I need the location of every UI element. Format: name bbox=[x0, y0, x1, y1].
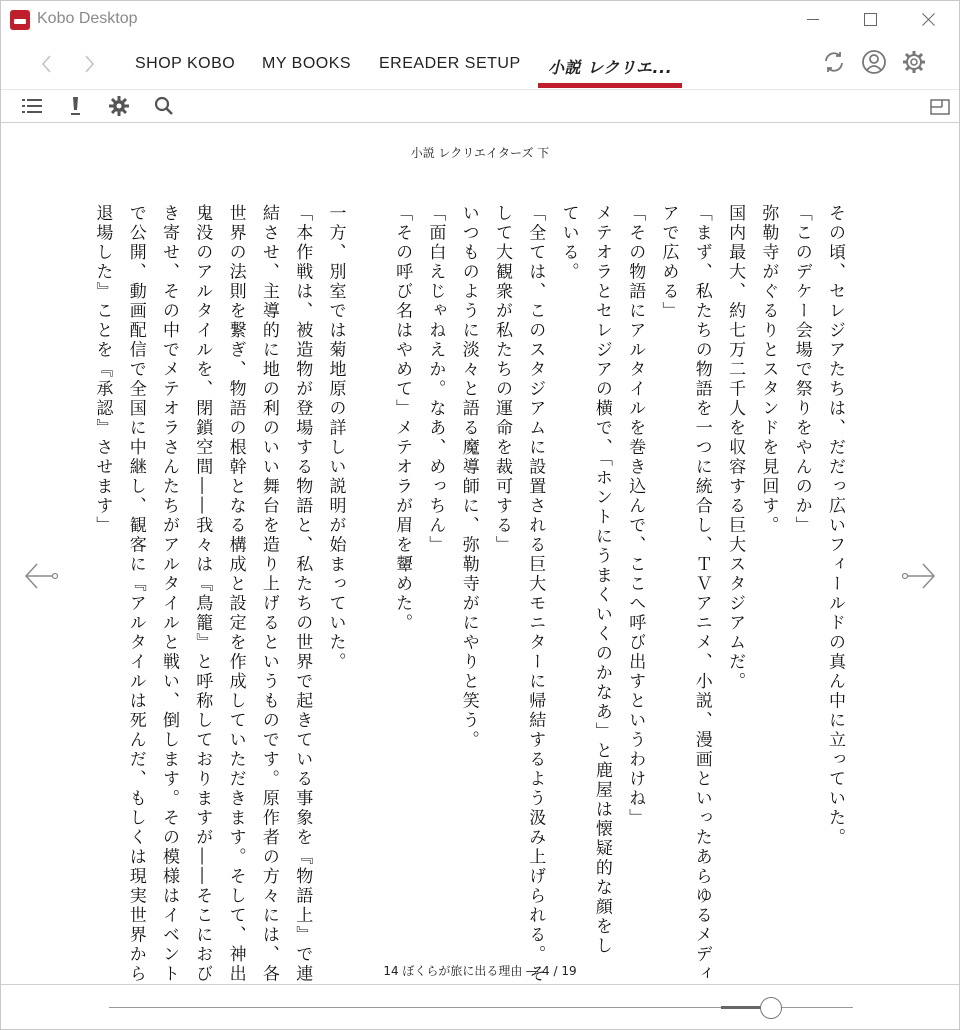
text-column: いつものように淡々と語る魔導師に、弥勒寺がにやりと笑う。 bbox=[458, 204, 479, 750]
title-bar bbox=[1, 1, 959, 39]
text-column: 「まず、私たちの物語を一つに統合し、ＴＶアニメ、小説、漫画といったあらゆるメディ bbox=[691, 204, 712, 984]
text-column: で公開、動画配信で全国に中継し、観客に『アルタイルは死んだ、もしくは現実世界から bbox=[125, 204, 146, 984]
text-column: 鬼没のアルタイルを、閉鎖空間――我々は『鳥籠』と呼称しておりますが――そこにおび bbox=[192, 204, 213, 984]
text-column: 「全ては、このスタジアムに設置される巨大モニターに帰結するよう汲み上げられる。そ bbox=[525, 204, 546, 984]
text-column: 世界の法則を繋ぎ、物語の根幹となる構成と設定を作成していただきます。そして、神出 bbox=[225, 204, 246, 984]
text-column: アで広める」 bbox=[658, 204, 679, 321]
text-column: 弥勒寺がぐるりとスタンドを見回す。 bbox=[758, 204, 779, 536]
window-title: Kobo Desktop bbox=[37, 10, 138, 27]
progress-slider-thumb[interactable] bbox=[760, 997, 782, 1019]
text-column: 「その呼び名はやめて」メテオラが眉を顰めた。 bbox=[392, 204, 413, 633]
tab-shop-kobo[interactable]: SHOP KOBO bbox=[135, 55, 236, 72]
table-of-contents-icon[interactable] bbox=[21, 95, 43, 117]
active-tab-indicator bbox=[538, 83, 682, 88]
text-column: 「面白えじゃねえか。なあ、めっちん」 bbox=[425, 204, 446, 555]
chapter-footer: 14 ぼくらが旅に出る理由 ― 4 / 19 bbox=[383, 964, 577, 978]
text-column: 国内最大、約七万二千人を収容する巨大スタジアムだ。 bbox=[725, 204, 746, 692]
account-icon[interactable] bbox=[861, 49, 887, 75]
text-column: 「その物語にアルタイルを巻き込んで、ここへ呼び出すというわけね」 bbox=[625, 204, 646, 828]
text-column: 退場した』ことを『承認』させます」 bbox=[92, 204, 113, 536]
forward-arrow-icon[interactable] bbox=[79, 52, 99, 76]
text-column: して大観衆が私たちの運命を裁可する」 bbox=[492, 204, 512, 555]
page-text bbox=[92, 204, 849, 1004]
tab-ereader-setup[interactable]: EREADER SETUP bbox=[379, 55, 521, 72]
text-column: 結させ、主導的に地の利のいい舞台を造り上げるというものです。原作者の方々には、各 bbox=[258, 204, 279, 984]
settings-gear-icon[interactable] bbox=[901, 49, 927, 75]
minimize-icon[interactable] bbox=[793, 7, 833, 33]
maximize-icon[interactable] bbox=[851, 7, 891, 33]
reading-pane[interactable] bbox=[1, 122, 959, 984]
annotation-icon[interactable] bbox=[64, 95, 86, 117]
sync-icon[interactable] bbox=[821, 49, 847, 75]
back-arrow-icon[interactable] bbox=[37, 52, 57, 76]
reading-settings-icon[interactable] bbox=[108, 95, 130, 117]
previous-page-icon[interactable] bbox=[23, 560, 59, 592]
running-head: 小説 レクリエイターズ 下 bbox=[410, 146, 550, 160]
progress-bar-area bbox=[1, 984, 959, 1030]
tab-current-book[interactable]: 小説 レクリエ... bbox=[548, 58, 673, 77]
kobo-logo-icon bbox=[10, 10, 30, 30]
search-icon[interactable] bbox=[153, 95, 175, 117]
nav-bar bbox=[1, 39, 959, 89]
reader-toolbar bbox=[1, 89, 959, 123]
text-column: その頃、セレジアたちは、だだっ広いフィールドの真ん中に立っていた。 bbox=[825, 204, 845, 848]
text-column: ている。 bbox=[558, 204, 579, 282]
panel-toggle-icon[interactable] bbox=[929, 96, 951, 118]
progress-fill bbox=[721, 1006, 761, 1009]
tab-my-books[interactable]: MY BOOKS bbox=[262, 55, 352, 72]
text-column bbox=[355, 204, 383, 1004]
close-icon[interactable] bbox=[909, 7, 949, 33]
text-column: き寄せ、その中でメテオラさんたちがアルタイルと戦い、倒します。その模様はイベント bbox=[159, 204, 179, 984]
text-column: メテオラとセレジアの横で、「ホントにうまくいくのかなあ」と鹿屋は懐疑的な顔をし bbox=[591, 204, 612, 956]
next-page-icon[interactable] bbox=[901, 560, 937, 592]
text-column: 一方、別室では菊地原の詳しい説明が始まっていた。 bbox=[325, 204, 346, 672]
text-column: 「本作戦は、被造物が登場する物語と、私たちの世界で起きている事象を『物語上』で連 bbox=[292, 204, 313, 984]
text-column: 「このデケー会場で祭りをやんのか」 bbox=[791, 204, 812, 536]
